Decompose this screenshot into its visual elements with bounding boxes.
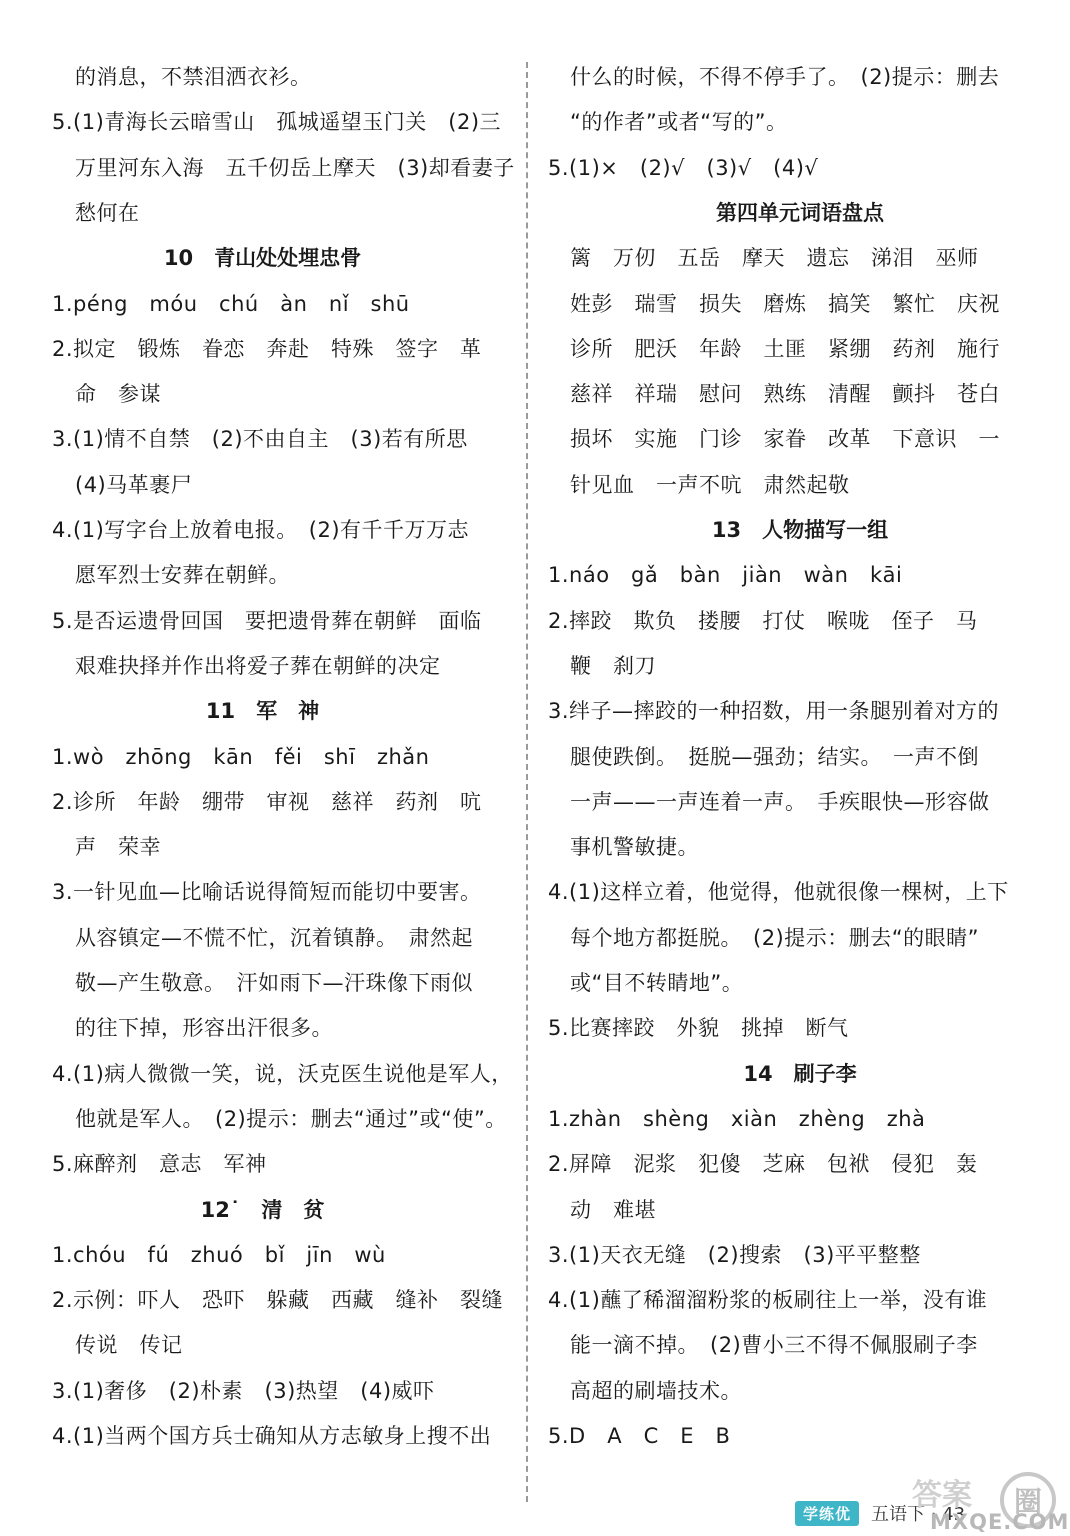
answer-line: 4.(1)这样立着，他觉得，他就很像一棵树，上下 bbox=[548, 880, 1009, 905]
answer-line: 声 荣幸 bbox=[75, 835, 161, 860]
answer-line: 命 参谋 bbox=[75, 382, 161, 407]
section-heading: 11 军 神 bbox=[205, 699, 320, 724]
answer-line: 一声——一声连着一声。 手疾眼快—形容做 bbox=[570, 789, 990, 814]
answer-line: 3.(1)奢侈 (2)朴素 (3)热望 (4)威吓 bbox=[52, 1378, 435, 1403]
answer-line: 姓彭 瑞雪 损失 磨炼 搞笑 繁忙 庆祝 bbox=[570, 291, 1000, 316]
answer-line: 的往下掉，形容出汗很多。 bbox=[75, 1016, 333, 1041]
answer-line: 4.(1)蘸了稀溜溜粉浆的板刷往上一举，没有谁 bbox=[548, 1288, 988, 1313]
answer-line: 1.wò zhōng kān fěi shī zhǎn bbox=[52, 744, 430, 769]
answer-line: 他就是军人。 (2)提示：删去“通过”或“使”。 bbox=[75, 1106, 507, 1131]
answer-line: 针见血 一声不吭 肃然起敬 bbox=[570, 472, 850, 497]
answer-line: 每个地方都挺脱。 (2)提示：删去“的眼睛” bbox=[570, 925, 980, 950]
answer-line: 篱 万仞 五岳 摩天 遗忘 涕泪 巫师 bbox=[570, 246, 979, 271]
answer-line: 4.(1)病人微微一笑，说，沃克医生说他是军人， bbox=[52, 1061, 513, 1086]
answer-line: 从容镇定—不慌不忙，沉着镇静。 肃然起 bbox=[75, 925, 473, 950]
brand-logo: 学练优 bbox=[795, 1501, 859, 1526]
answer-line: 诊所 肥沃 年龄 土匪 紧绷 药剂 施行 bbox=[570, 336, 1000, 361]
answer-line: 慈祥 祥瑞 慰问 熟练 清醒 颤抖 苍白 bbox=[570, 382, 1000, 407]
answer-line: 能一滴不掉。 (2)曹小三不得不佩服刷子李 bbox=[570, 1333, 978, 1358]
watermark bbox=[912, 1470, 1070, 1536]
watermark-text: 答案 bbox=[912, 1478, 972, 1513]
answer-line: 愿军烈士安葬在朝鲜。 bbox=[75, 563, 290, 588]
answer-line: 2.摔跤 欺负 搂腰 打仗 喉咙 侄子 马 bbox=[548, 608, 978, 633]
answer-line: 2.示例：吓人 恐吓 躲藏 西藏 缝补 裂缝 bbox=[52, 1288, 504, 1313]
answer-line: 4.(1)写字台上放着电报。 (2)有千千万万志 bbox=[52, 518, 470, 542]
answer-line: 敬—产生敬意。 汗如雨下—汗珠像下雨似 bbox=[75, 971, 473, 995]
watermark-seal-icon: 圈 bbox=[1000, 1472, 1056, 1528]
answer-line: 艰难抉择并作出将爱子葬在朝鲜的决定 bbox=[75, 653, 441, 678]
answer-line: (4)马革裹尸 bbox=[75, 472, 193, 497]
answer-line: 动 难堪 bbox=[570, 1197, 656, 1222]
answer-line: 5.麻醉剂 意志 军神 bbox=[52, 1152, 267, 1177]
answer-line: 3.一针见血—比喻话说得简短而能切中要害。 bbox=[52, 880, 482, 905]
answer-line: 2.拟定 锻炼 眷恋 奔赴 特殊 签字 革 bbox=[52, 336, 482, 361]
answer-line: 万里河东入海 五千仞岳上摩天 (3)却看妻子 bbox=[75, 155, 515, 180]
watermark-url: MXQE.COM bbox=[930, 1510, 1070, 1534]
answer-line: 1.zhàn shèng xiàn zhèng zhà bbox=[548, 1106, 926, 1131]
section-heading: 14 刷子李 bbox=[743, 1061, 857, 1086]
answer-line: 3.(1)天衣无缝 (2)搜索 (3)平平整整 bbox=[548, 1242, 921, 1267]
section-heading: 12˙ 清 贫 bbox=[200, 1197, 325, 1222]
column-divider bbox=[526, 62, 528, 1502]
answer-line: 3.(1)情不自禁 (2)不由自主 (3)若有所思 bbox=[52, 427, 468, 452]
answer-line: 高超的刷墙技术。 bbox=[570, 1378, 742, 1403]
answer-line: 愁何在 bbox=[75, 200, 140, 225]
answer-line: 5.是否运遗骨回国 要把遗骨葬在朝鲜 面临 bbox=[52, 608, 482, 633]
answer-line: 腿使跌倒。 挺脱—强劲；结实。 一声不倒 bbox=[570, 744, 979, 769]
answer-line: 1.chóu fú zhuó bǐ jīn wù bbox=[52, 1242, 386, 1267]
answer-line: 传说 传记 bbox=[75, 1333, 183, 1358]
answer-line: 的消息，不禁泪洒衣衫。 bbox=[75, 65, 312, 89]
answer-line: 事机警敏捷。 bbox=[570, 835, 699, 860]
answer-line: 3.绊子—摔跤的一种招数，用一条腿别着对方的 bbox=[548, 699, 1000, 724]
answer-line: 什么的时候，不得不停手了。 (2)提示：删去 bbox=[570, 65, 1000, 89]
answer-line: 1.péng móu chú àn nǐ shū bbox=[52, 291, 410, 316]
answer-line: 5.(1)青海长云暗雪山 孤城遥望玉门关 (2)三 bbox=[52, 110, 502, 135]
answer-line: 损坏 实施 门诊 家眷 改革 下意识 一 bbox=[570, 427, 1000, 452]
answer-line: 2.屏障 泥浆 犯傻 芝麻 包袱 侵犯 轰 bbox=[548, 1152, 978, 1177]
section-heading: 13 人物描写一组 bbox=[711, 518, 889, 542]
answer-line: 2.诊所 年龄 绷带 审视 慈祥 药剂 吭 bbox=[52, 789, 482, 814]
answer-line: 或“目不转睛地”。 bbox=[570, 971, 744, 995]
answer-line: 5.比赛摔跤 外貌 挑掉 断气 bbox=[548, 1016, 849, 1041]
page-number: 五语下 · 43 bbox=[871, 1504, 966, 1525]
section-heading: 第四单元词语盘点 bbox=[716, 200, 884, 225]
answer-line: 鞭 刹刀 bbox=[570, 653, 656, 678]
answer-line: 4.(1)当两个国方兵士确知从方志敏身上搜不出 bbox=[52, 1424, 492, 1448]
answer-line: “的作者”或者“写的”。 bbox=[570, 110, 788, 135]
answer-line: 1.náo gǎ bàn jiàn wàn kāi bbox=[548, 563, 903, 588]
answer-line: 5.D A C E B bbox=[548, 1424, 731, 1448]
section-heading: 10 青山处处埋忠骨 bbox=[163, 246, 362, 271]
answer-line: 5.(1)× (2)√ (3)√ (4)√ bbox=[548, 155, 819, 180]
